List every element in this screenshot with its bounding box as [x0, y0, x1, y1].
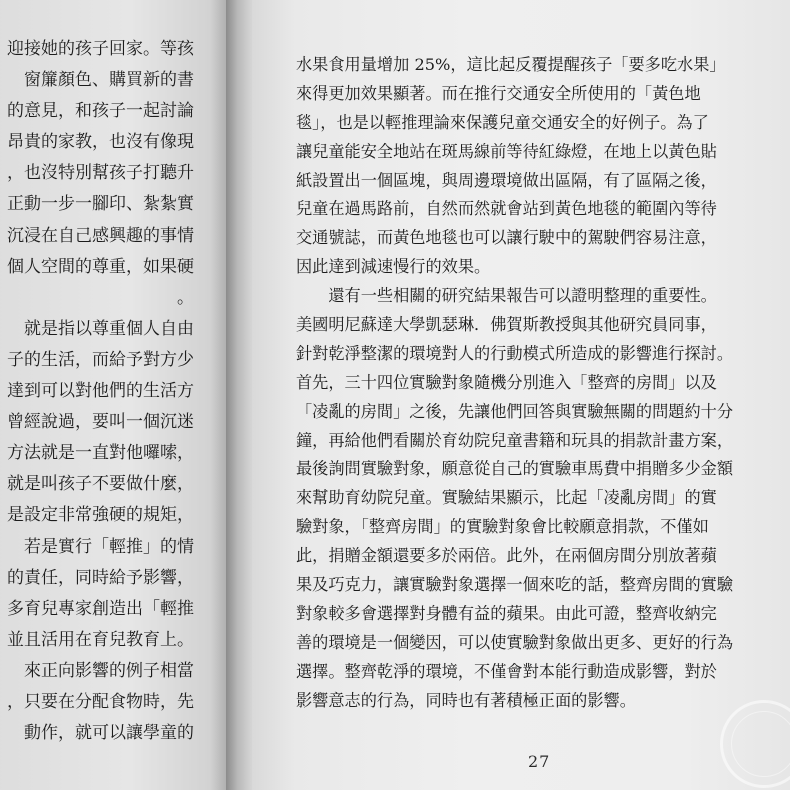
text-line: 來幫助育幼院兒童。實驗結果顯示，比起「凌亂房間」的實: [296, 488, 717, 508]
text-line: 紙設置出一個區塊，與周邊環境做出區隔，有了區隔之後，: [296, 170, 717, 190]
text-line: 子的生活，而給予對方少: [7, 349, 194, 370]
text-line: 鐘，再給他們看關於育幼院兒童書籍和玩具的捐款計畫方案，: [296, 430, 734, 450]
text-line: 並且活用在育兒教育上。: [7, 629, 194, 650]
text-line: 動作，就可以讓學童的: [24, 723, 194, 744]
text-line: 昂貴的家教，也沒有像現: [7, 132, 194, 153]
text-line: 驗對象，「整齊房間」的實驗對象會比較願意捐款，不僅如: [296, 517, 709, 537]
right-page-text: [296, 51, 766, 715]
text-line: 達到可以對他們的生活方: [7, 381, 194, 402]
text-line: 果及巧克力，讓實驗對象選擇一個來吃的話，整齊房間的實驗: [296, 575, 734, 595]
text-line: ，只要在分配食物時，先: [7, 691, 194, 712]
text-line: 就是指以尊重個人自由: [24, 318, 194, 339]
text-line: 善的環境是一個變因，可以使實驗對象做出更多、更好的行為: [296, 632, 734, 652]
text-line: 方法就是一直對他囉嗦，: [7, 443, 194, 464]
text-line: 的責任，同時給予影響，: [7, 567, 194, 588]
text-line: 就是叫孩子不要做什麼，: [7, 474, 194, 495]
left-page-text: [0, 34, 194, 749]
text-line: 迎接她的孩子回家。等孩: [7, 39, 194, 59]
text-line: 正動一步一腳印、紮紮實: [7, 194, 194, 215]
text-line: 「凌亂的房間」之後，先讓他們回答與實驗無關的問題約十分: [296, 401, 734, 421]
right-page: [252, 0, 790, 790]
text-line: 來正向影響的例子相當: [24, 660, 194, 681]
text-line: 首先，三十四位實驗對象隨機分別進入「整齊的房間」以及: [296, 372, 717, 392]
page-number: 27: [528, 752, 551, 771]
text-line: 此，捐贈金額還要多於兩倍。此外，在兩個房間分別放著蘋: [296, 546, 717, 566]
text-line: 若是實行「輕推」的情: [24, 536, 194, 557]
text-line: 。: [177, 287, 194, 308]
text-line: 對象較多會選擇對身體有益的蘋果。由此可證，整齊收納完: [296, 603, 717, 623]
text-line: 因此達到減速慢行的效果。: [296, 257, 491, 277]
text-line: 的意見，和孩子一起討論: [7, 101, 194, 122]
left-page: [0, 0, 230, 790]
text-line: 影響意志的行為，同時也有著積極正面的影響。: [296, 690, 636, 710]
text-line: 個人空間的尊重，如果硬: [7, 256, 194, 277]
text-line: 美國明尼蘇達大學凱瑟琳．佛賀斯教授與其他研究員同事，: [296, 315, 717, 335]
text-line: 選擇。整齊乾淨的環境，不僅會對本能行動造成影響，對於: [296, 661, 717, 681]
text-line: 水果食用量增加 25%，這比起反覆提醒孩子「要多吃水果」: [296, 55, 726, 74]
text-line: 最後詢問實驗對象，願意從自己的實驗車馬費中捐贈多少金額: [296, 459, 734, 479]
text-line: 毯」，也是以輕推理論來保護兒童交通安全的好例子。為了: [296, 112, 709, 132]
text-line: 來得更加效果顯著。而在推行交通安全所使用的「黃色地: [296, 83, 701, 103]
text-line: 沉浸在自己感興趣的事情: [7, 225, 194, 246]
text-line: 是設定非常強硬的規矩，: [7, 505, 194, 526]
text-line: 交通號誌，而黃色地毯也可以讓行駛中的駕駛們容易注意，: [296, 228, 717, 248]
text-line: 兒童在過馬路前，自然而然就會站到黃色地毯的範圍內等待: [296, 199, 717, 219]
text-line: 曾經說過，要叫一個沉迷: [7, 412, 194, 433]
text-line: ，也沒特別幫孩子打聽升: [7, 163, 194, 184]
text-line: 多育兒專家創造出「輕推: [7, 598, 194, 619]
text-line: 針對乾淨整潔的環境對人的行動模式所造成的影響進行探討。: [296, 343, 734, 363]
text-line: 窗簾顏色、購買新的書: [24, 70, 194, 91]
text-line: 還有一些相關的研究結果報告可以證明整理的重要性。: [296, 286, 717, 306]
text-line: 讓兒童能安全地站在斑馬線前等待紅綠燈，在地上以黃色貼: [296, 141, 717, 161]
